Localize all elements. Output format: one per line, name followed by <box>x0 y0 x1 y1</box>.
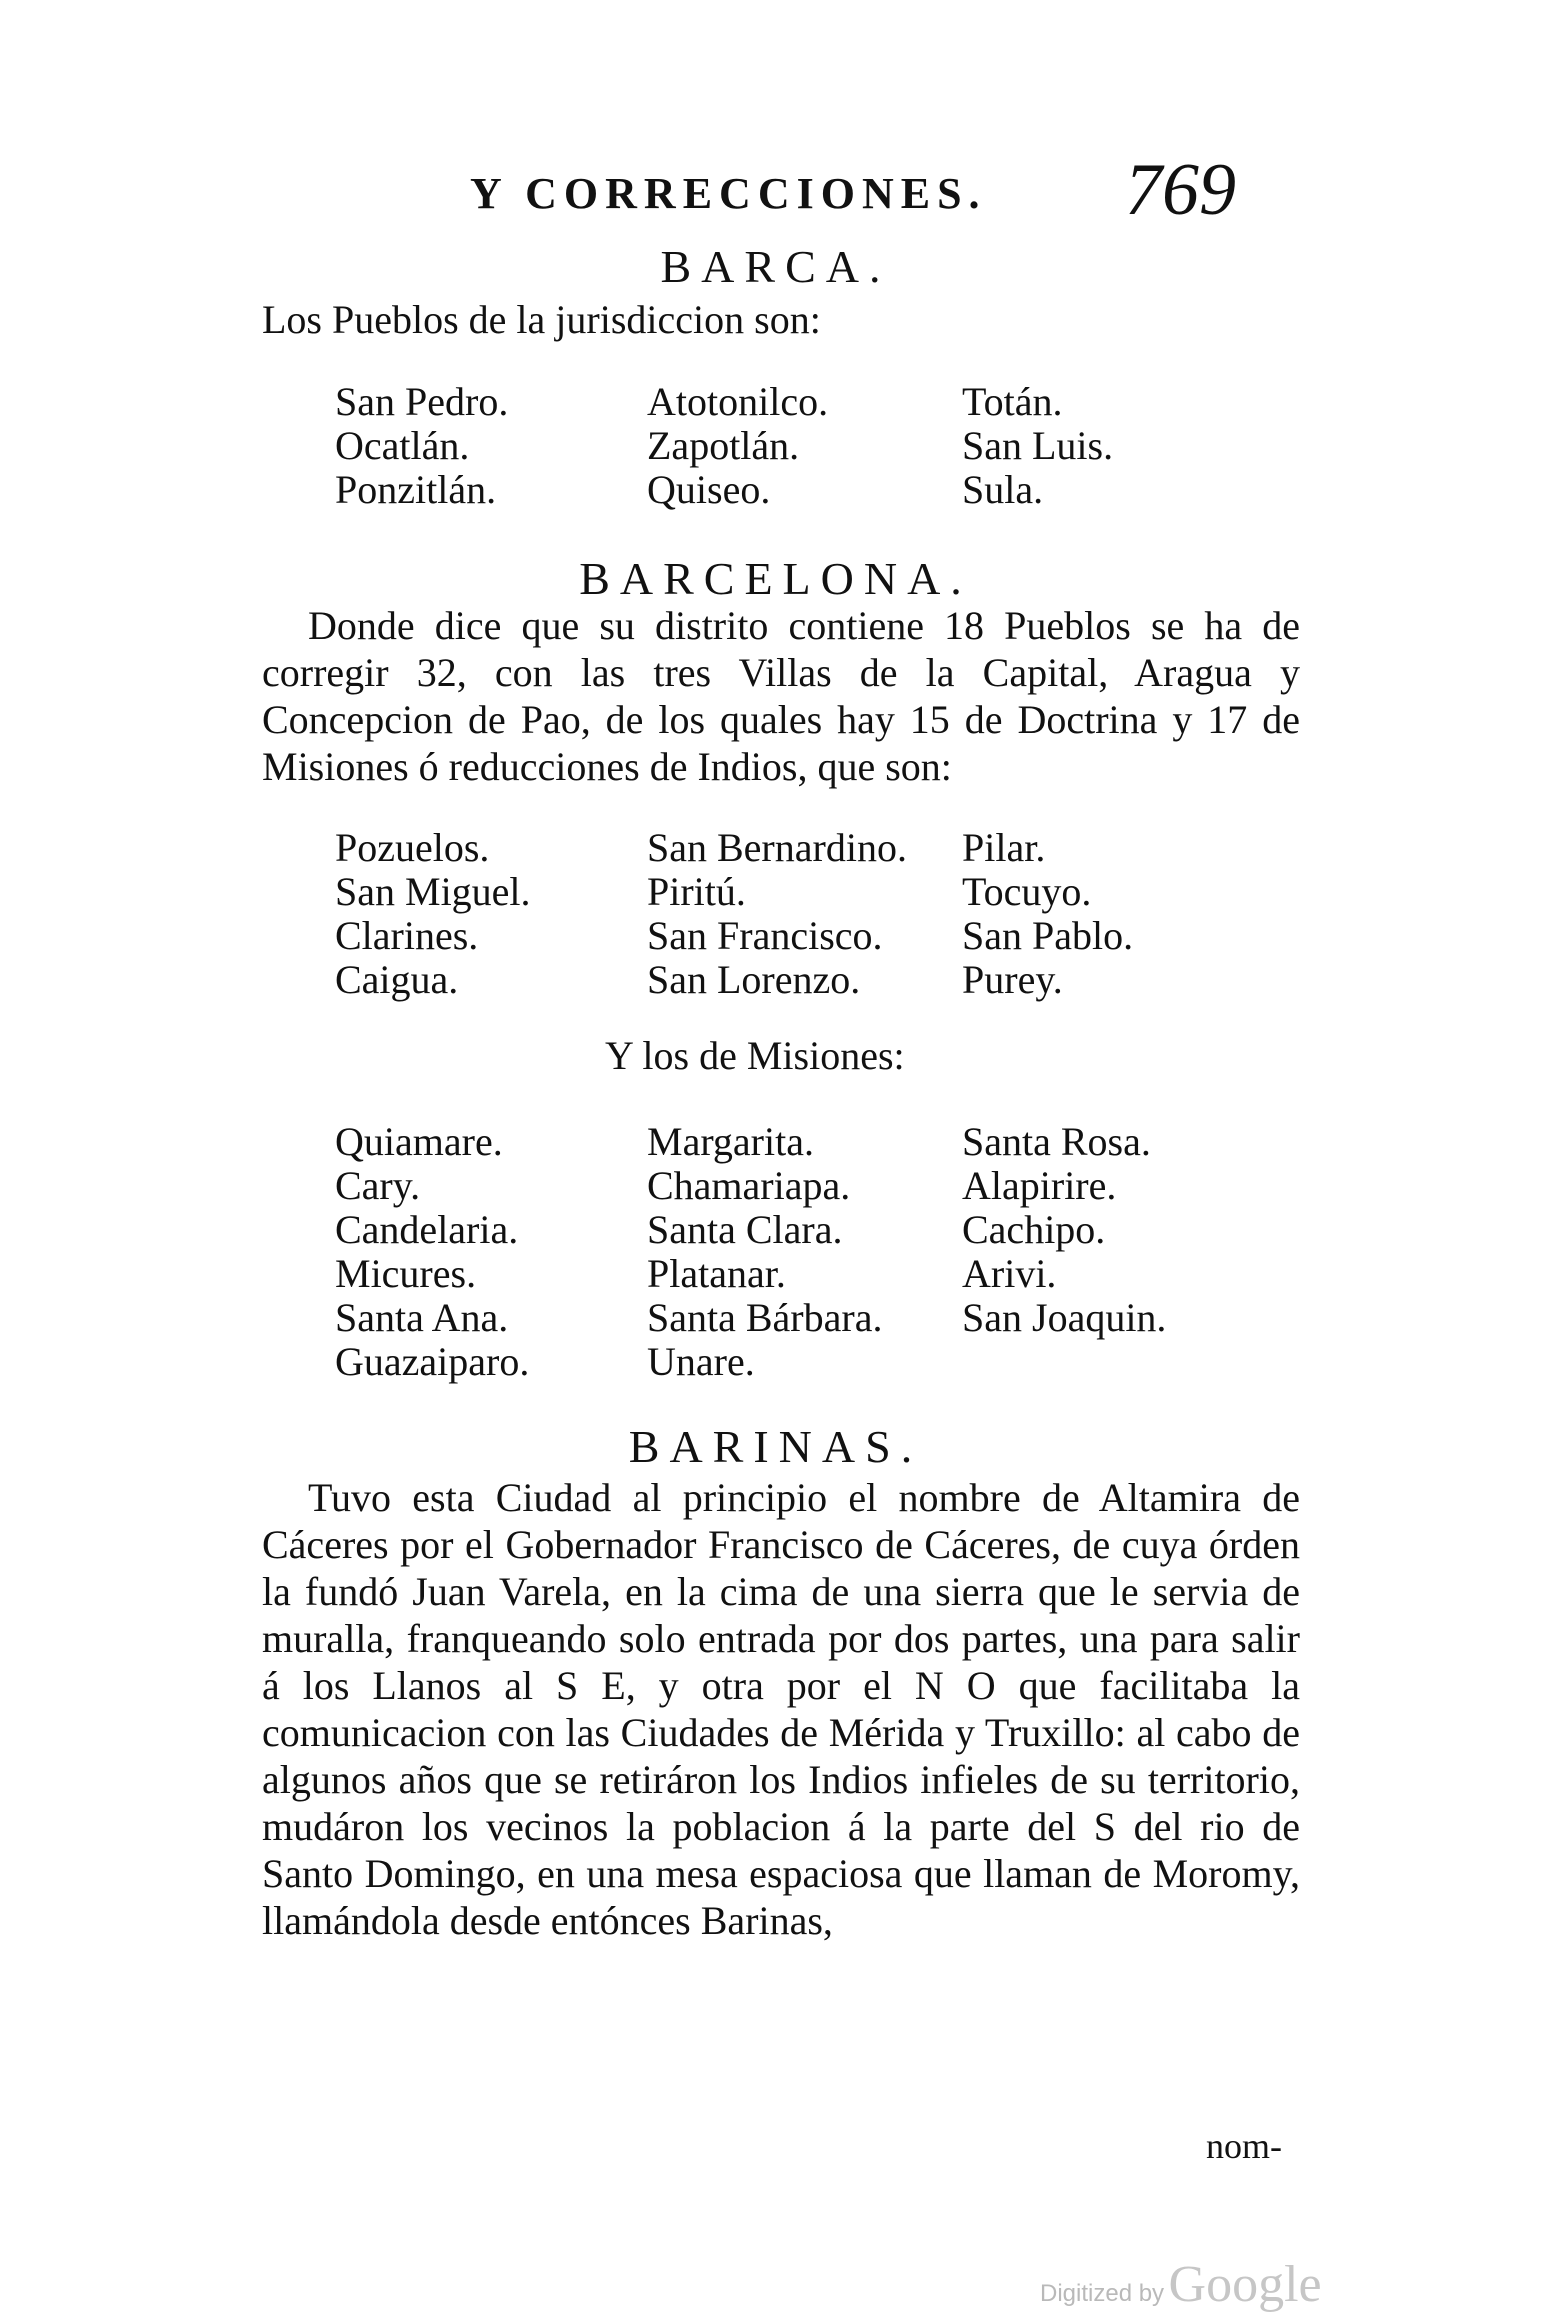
barcelona-doctrina-list <box>335 826 1295 1002</box>
list-item: Cary. <box>335 1163 421 1208</box>
heading-barcelona: BARCELONA. <box>579 553 972 604</box>
list-item: Quiamare. <box>335 1119 503 1164</box>
list-item: Guazaiparo. <box>335 1339 530 1384</box>
list-item: San Miguel. <box>335 869 531 914</box>
barca-intro: Los Pueblos de la jurisdiccion son: <box>262 297 821 342</box>
list-item: Pilar. <box>962 825 1046 870</box>
list-item: Pozuelos. <box>335 825 490 870</box>
list-item: Santa Ana. <box>335 1295 509 1340</box>
page-number: 769 <box>1125 149 1236 231</box>
list-item: Zapotlán. <box>647 423 800 468</box>
list-item <box>962 1340 1292 1384</box>
list-item: Cachipo. <box>962 1207 1106 1252</box>
running-title: Y CORRECCIONES. <box>470 169 987 218</box>
list-item: Chamariapa. <box>647 1163 851 1208</box>
list-item: Platanar. <box>647 1251 786 1296</box>
list-item: San Lorenzo. <box>647 957 861 1002</box>
list-item: Caigua. <box>335 957 459 1002</box>
google-logo: Google <box>1168 2256 1322 2313</box>
list-item: Totán. <box>962 379 1063 424</box>
list-item: Santa Rosa. <box>962 1119 1151 1164</box>
list-item: San Luis. <box>962 423 1114 468</box>
barcelona-text: Donde dice que su distrito contiene 18 Pueblos se ha de corregir 32, con las tres Villas de la Capital, Aragua y Concepcion de Pao, de los quales hay 15 de Doctrina y 17 de Misiones ó reducciones de Indios, que son: <box>262 603 1300 789</box>
list-item: San Francisco. <box>647 913 883 958</box>
list-item: Tocuyo. <box>962 869 1092 914</box>
barca-towns-list <box>335 380 1295 512</box>
list-item: Sula. <box>962 467 1044 512</box>
list-item: Quiseo. <box>647 467 771 512</box>
list-item: Clarines. <box>335 913 479 958</box>
missions-heading: Y los de Misiones: <box>605 1033 905 1078</box>
heading-barinas: BARINAS. <box>628 1421 923 1472</box>
list-item: San Bernardino. <box>647 825 907 870</box>
list-item: Margarita. <box>647 1119 814 1164</box>
list-item: Ponzitlán. <box>335 467 497 512</box>
digitized-watermark <box>1040 2255 1322 2314</box>
barinas-paragraph <box>262 1474 1300 1944</box>
list-item: Ocatlán. <box>335 423 470 468</box>
list-item: Candelaria. <box>335 1207 519 1252</box>
list-item: Unare. <box>647 1339 755 1384</box>
heading-barca: BARCA. <box>660 241 891 292</box>
catchword: nom- <box>1206 2126 1282 2166</box>
list-item: San Pablo. <box>962 913 1134 958</box>
list-item: San Pedro. <box>335 379 509 424</box>
list-item: San Joaquin. <box>962 1295 1167 1340</box>
list-item: Micures. <box>335 1251 477 1296</box>
list-item: Santa Clara. <box>647 1207 843 1252</box>
digitized-prefix: Digitized by <box>1040 2280 1165 2307</box>
barcelona-paragraph <box>262 602 1300 790</box>
barcelona-missions-list <box>335 1120 1295 1384</box>
running-head <box>0 149 1551 250</box>
list-item: Piritú. <box>647 869 746 914</box>
barinas-text: Tuvo esta Ciudad al principio el nombre de Altamira de Cáceres por el Gobernador Francisco de Cáceres, de cuya órden la fundó Juan Varela, en la cima de una sierra que le servia de muralla, franqueando solo entrada por dos partes, una para salir á los Llanos al S E, y otra por el N O que facilitaba la comunicacion con las Ciudades de Mérida y Truxillo: al cabo de algunos años que se retiráron los Indios infieles de su territorio, mudáron los vecinos la poblacion á la parte del S del rio de Santo Domingo, en una mesa espaciosa que llaman de Moromy, llamándola desde entónces Barinas, <box>262 1475 1300 1943</box>
list-item: Santa Bárbara. <box>647 1295 883 1340</box>
list-item: Alapirire. <box>962 1163 1117 1208</box>
list-item: Atotonilco. <box>647 379 829 424</box>
list-item: Purey. <box>962 957 1063 1002</box>
list-item: Arivi. <box>962 1251 1057 1296</box>
